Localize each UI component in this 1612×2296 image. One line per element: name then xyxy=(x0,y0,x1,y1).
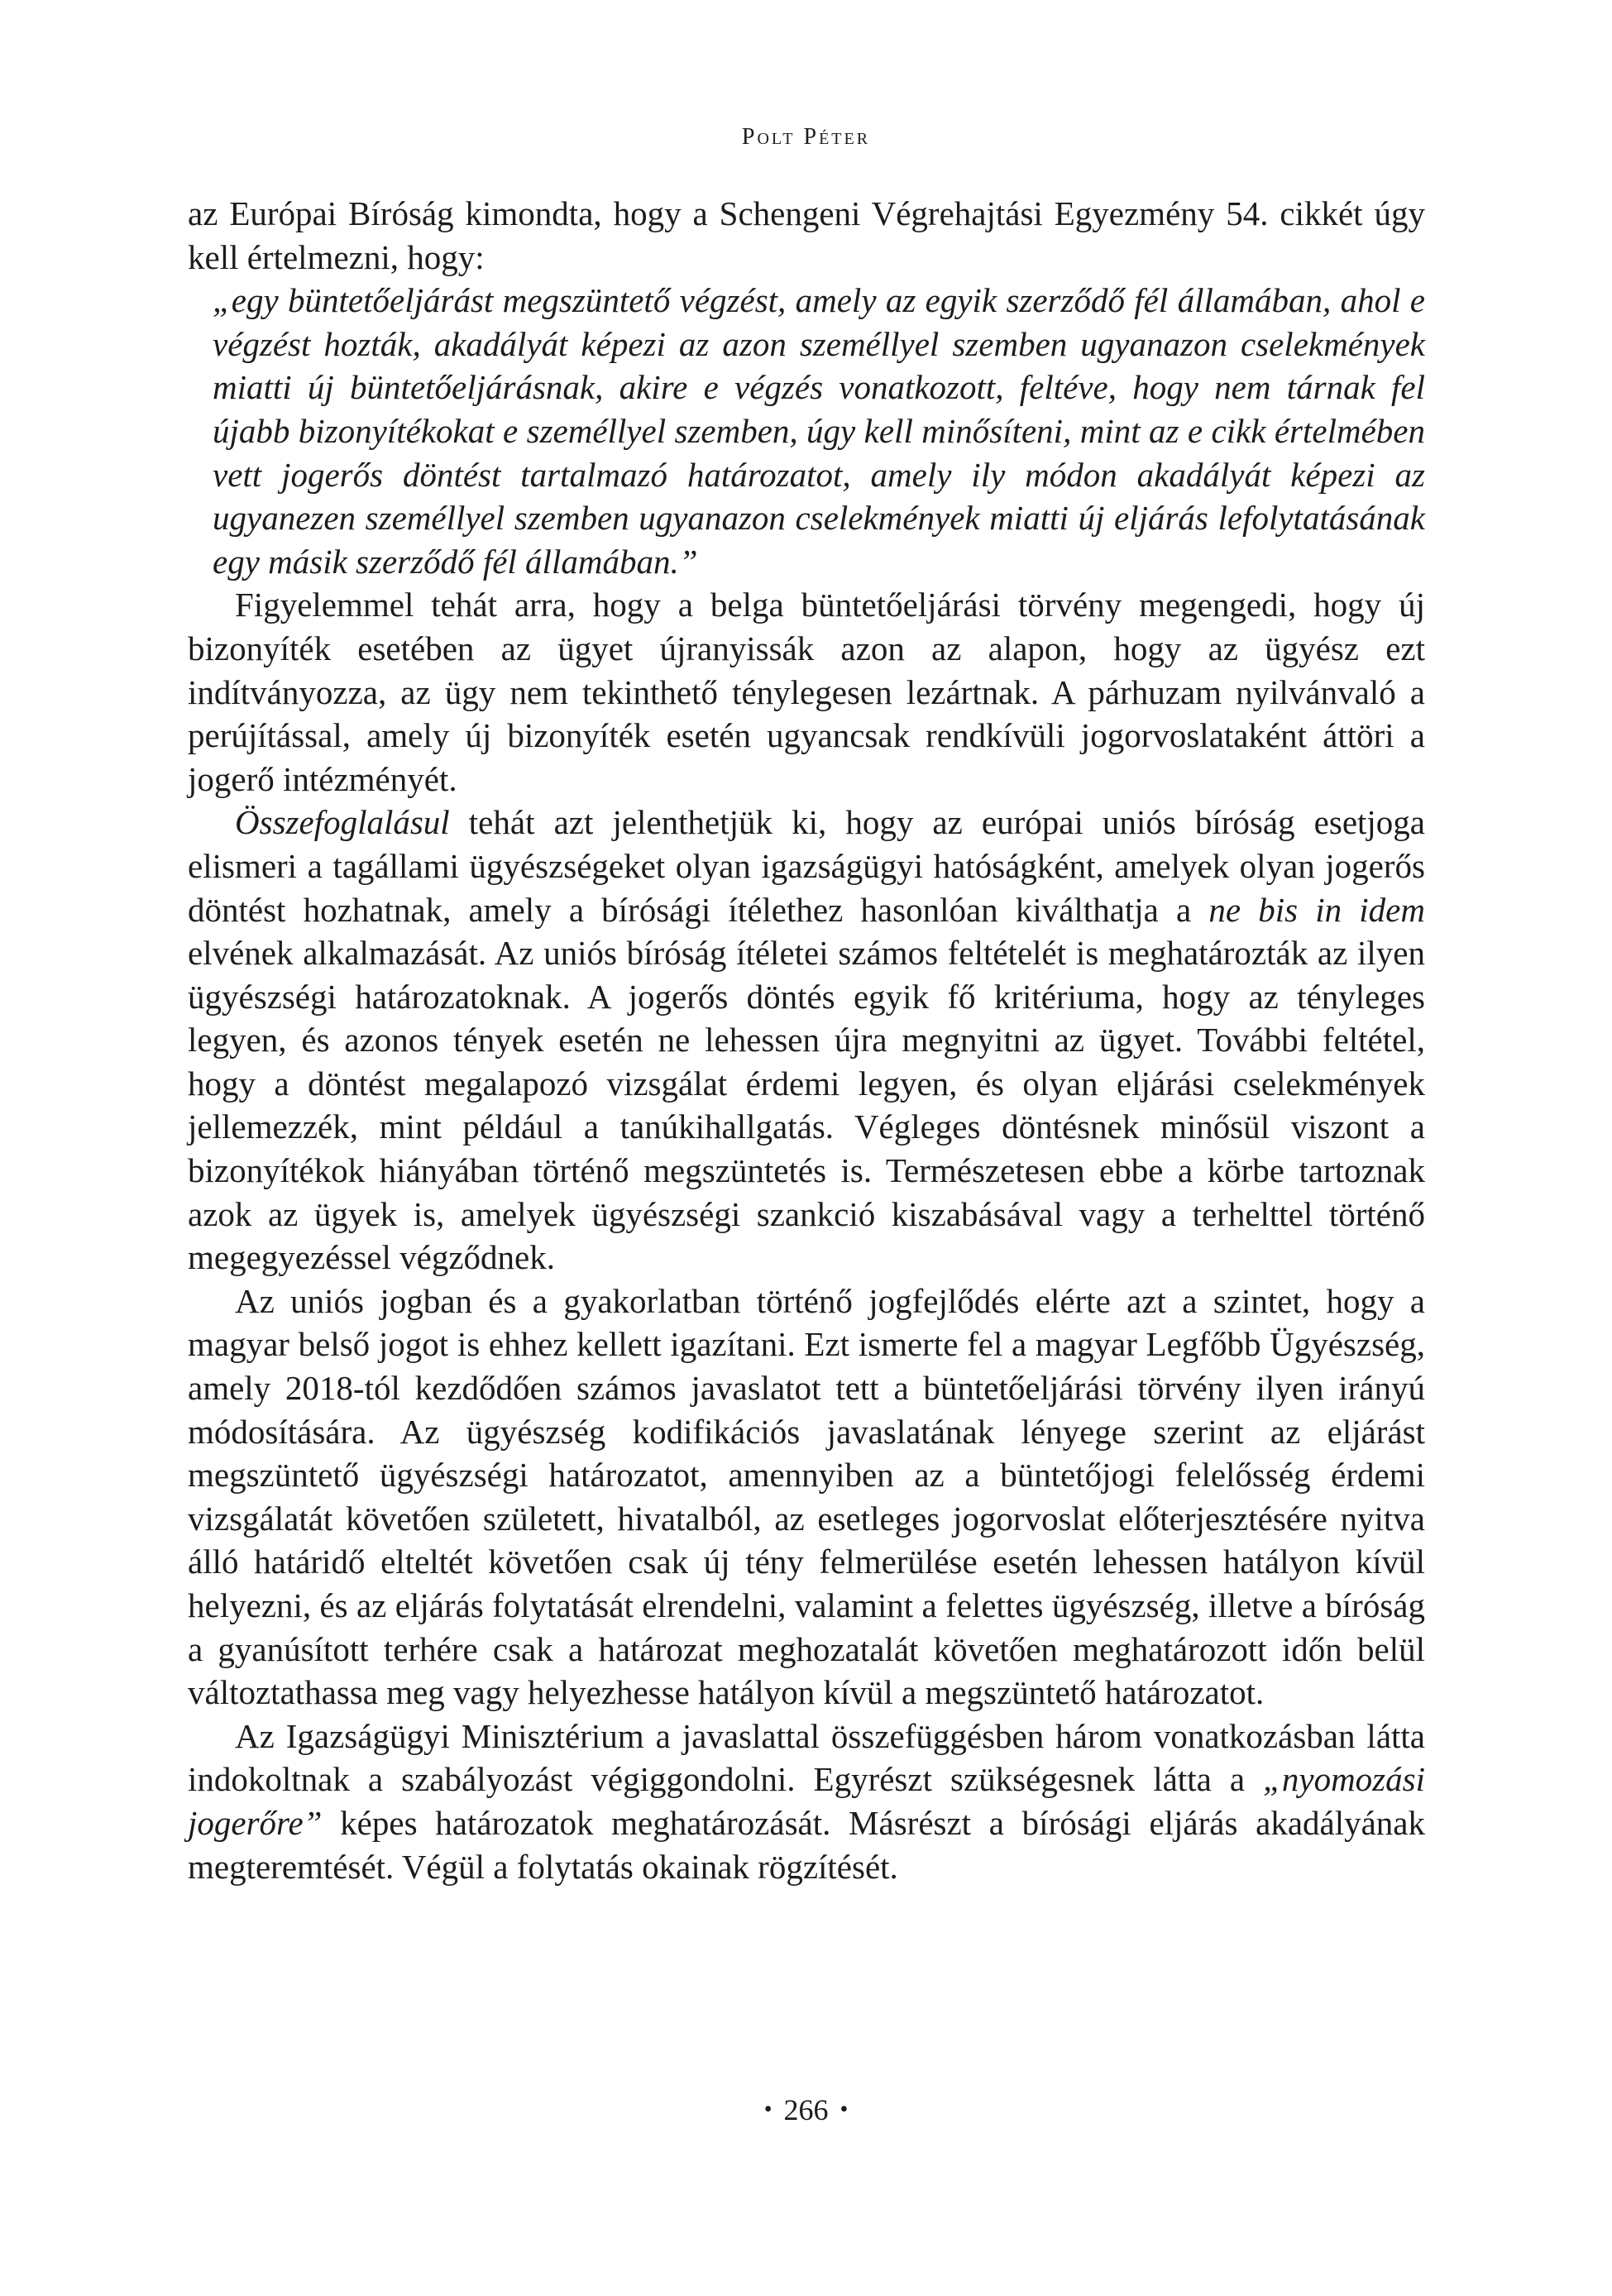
paragraph-3-text-b: elvének alkalmazását. Az uniós bíróság ítéletei számos feltételét is meghatározták az ilyen ügyészségi határozatoknak. A jogerős döntés egyik fő kritériuma, hogy az tényleges legyen, és azonos tények esetén ne lehessen újra megnyitni az ügyet. További feltétel, hogy a döntést megalapozó vizsgálat érdemi legyen, és olyan eljárási cselekmények jellemezzék, mint például a tanúkihallgatás. Végleges döntésnek minősül viszont a bizonyítékok hiányában történő megszüntetés is. Természetesen ebbe a körbe tartoznak azok az ügyek is, amelyek ügyészségi szankció kiszabásával vagy a terhelttel történő megegyezéssel végződnek. xyxy=(188,934,1425,1277)
page-footer xyxy=(0,2093,1612,2127)
paragraph-3 xyxy=(188,801,1425,1280)
text-block xyxy=(188,192,1425,1888)
emphasis-ne-bis-in-idem: ne bis in idem xyxy=(1208,890,1425,929)
paragraph-2: Figyelemmel tehát arra, hogy a belga büntetőeljárási törvény megengedi, hogy új bizonyíték esetében az ügyet újranyissák azon az alapon, hogy az ügyész ezt indítványozza, az ügy nem tekinthető ténylegesen lezártnak. A párhuzam nyilvánvaló a perújítással, amely új bizonyíték esetén ugyancsak rendkívüli jogorvoslataként áttöri a jogerő intézményét. xyxy=(188,586,1425,798)
paragraph-4: Az uniós jogban és a gyakorlatban történő jogfejlődés elérte azt a szintet, hogy a magyar belső jogot is ehhez kellett igazítani. Ezt ismerte fel a magyar Legfőbb Ügyészség, amely 2018-tól kezdődően számos javaslatot tett a büntetőeljárási törvény ilyen irányú módosítására. Az ügyészség kodifikációs javaslatának lényege szerint az eljárást megszüntető ügyészségi határozatot, amennyiben az a büntetőjogi felelősség érdemi vizsgálatát követően született, hivatalból, az esetleges jogorvoslat előterjesztésére nyitva álló határidő elteltét követően csak új tény felmerülése esetén lehessen hatályon kívül helyezni, és az eljárás folytatását elrendelni, valamint a felettes ügyészség, illetve a bíróság a gyanúsított terhére csak a határozat meghozatalát követően meghatározott időn belül változtathassa meg vagy helyezhesse hatályon kívül a megszüntető határozatot. xyxy=(188,1281,1425,1712)
page-number: 266 xyxy=(783,2093,829,2126)
block-quote: „egy büntetőeljárást megszüntető végzést, amely az egyik szerződő fél államában, ahol e végzést hozták, akadályát képezi az azon személlyel szemben ugyanazon cselekmények miatti új büntetőeljárásnak, akire e végzés vonatkozott, feltéve, hogy nem tárnak fel újabb bizonyítékokat e személlyel szemben, úgy kell minősíteni, mint az e cikk értelmében vett jogerős döntést tartalmazó határozatot, amely ily módon akadályát képezi az ugyanezen személlyel szemben ugyanazon cselekmények miatti új eljárás lefolytatásának egy másik szerződő fél államában.” xyxy=(213,281,1425,581)
paragraph-5-text-b: képes határozatok meghatározását. Másrészt a bírósági eljárás akadályának megteremtését. Végül a folytatás okainak rögzítését. xyxy=(188,1803,1425,1886)
emphasis-osszefoglalasul: Összefoglalásul xyxy=(235,803,450,842)
paragraph-3-text-a: tehát azt jelenthetjük ki, hogy az európai uniós bíróság esetjoga elismeri a tagállami ügyészségeket olyan igazságügyi hatóságként, amelyek olyan jogerős döntést hozhatnak, amely a bírósági ítélethez hasonlóan kiválthatja a xyxy=(188,803,1425,929)
paragraph-5 xyxy=(188,1715,1425,1888)
emphasis-nyomozasi-jogerore: „nyomozási jogerőre” xyxy=(188,1760,1425,1842)
bullet-right: • xyxy=(839,2097,849,2122)
paragraph-5-text-a: Az Igazságügyi Minisztérium a javaslattal összefüggésben három vonatkozásban látta indokoltnak a szabályozást végiggondolni. Egyrészt szükségesnek látta a xyxy=(188,1716,1425,1799)
bullet-left: • xyxy=(763,2097,773,2122)
running-head: Polt Péter xyxy=(741,124,871,150)
paragraph-1: az Európai Bíróság kimondta, hogy a Schengeni Végrehajtási Egyezmény 54. cikkét úgy kell értelmezni, hogy: xyxy=(188,194,1425,276)
